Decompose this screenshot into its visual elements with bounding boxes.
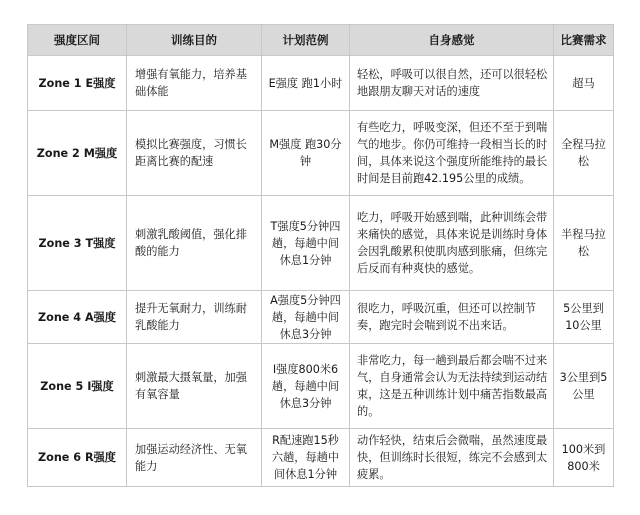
zone-cell: Zone 5 I强度 <box>28 344 127 429</box>
plan-cell: T强度5分钟四趟，每趟中间休息1分钟 <box>262 196 350 291</box>
header-row <box>28 25 614 56</box>
table-row <box>28 344 614 429</box>
feel-cell: 吃力，呼吸开始感到喘，此种训练会带来痛快的感觉，具体来说是训练时身体会因乳酸累积使肌肉感到胀痛，但练完后反而有种爽快的感觉。 <box>350 196 554 291</box>
header-plan: 计划范例 <box>262 25 350 56</box>
zone-cell: Zone 3 T强度 <box>28 196 127 291</box>
table-row <box>28 429 614 487</box>
race-cell: 5公里到10公里 <box>554 291 614 344</box>
plan-cell: M强度 跑30分钟 <box>262 111 350 196</box>
race-cell: 全程马拉松 <box>554 111 614 196</box>
feel-cell: 轻松，呼吸可以很自然，还可以很轻松地跟朋友聊天对话的速度 <box>350 56 554 111</box>
race-cell: 超马 <box>554 56 614 111</box>
header-purpose: 训练目的 <box>127 25 262 56</box>
race-cell: 半程马拉松 <box>554 196 614 291</box>
zone-cell: Zone 2 M强度 <box>28 111 127 196</box>
purpose-cell: 刺激乳酸阈值，强化排酸的能力 <box>127 196 262 291</box>
feel-cell: 动作轻快，结束后会微喘，虽然速度最快，但训练时长很短，练完不会感到太疲累。 <box>350 429 554 487</box>
table-row <box>28 291 614 344</box>
race-cell: 3公里到5公里 <box>554 344 614 429</box>
plan-cell: I强度800米6趟，每趟中间休息3分钟 <box>262 344 350 429</box>
training-zones-table <box>27 24 614 487</box>
purpose-cell: 刺激最大摄氧量，加强有氧容量 <box>127 344 262 429</box>
feel-cell: 有些吃力，呼吸变深，但还不至于到喘气的地步。你仍可维持一段相当长的时间，具体来说这个强度所能维持的最长时间是目前跑42.195公里的成绩。 <box>350 111 554 196</box>
header-zone: 强度区间 <box>28 25 127 56</box>
purpose-cell: 加强运动经济性、无氧能力 <box>127 429 262 487</box>
header-feel: 自身感觉 <box>350 25 554 56</box>
zone-cell: Zone 4 A强度 <box>28 291 127 344</box>
training-zones-sheet <box>27 24 613 493</box>
feel-cell: 很吃力，呼吸沉重，但还可以控制节奏，跑完时会喘到说不出来话。 <box>350 291 554 344</box>
zone-cell: Zone 1 E强度 <box>28 56 127 111</box>
table-row <box>28 111 614 196</box>
purpose-cell: 提升无氧耐力，训练耐乳酸能力 <box>127 291 262 344</box>
table-row <box>28 56 614 111</box>
plan-cell: A强度5分钟四趟，每趟中间休息3分钟 <box>262 291 350 344</box>
zone-cell: Zone 6 R强度 <box>28 429 127 487</box>
purpose-cell: 模拟比赛强度，习惯长距离比赛的配速 <box>127 111 262 196</box>
feel-cell: 非常吃力，每一趟到最后都会喘不过来气，自身通常会认为无法持续到运动结束，这是五种训练计划中痛苦指数最高的。 <box>350 344 554 429</box>
purpose-cell: 增强有氧能力，培养基础体能 <box>127 56 262 111</box>
race-cell: 100米到800米 <box>554 429 614 487</box>
plan-cell: R配速跑15秒六趟，每趟中间休息1分钟 <box>262 429 350 487</box>
header-race: 比赛需求 <box>554 25 614 56</box>
table-row <box>28 196 614 291</box>
plan-cell: E强度 跑1小时 <box>262 56 350 111</box>
